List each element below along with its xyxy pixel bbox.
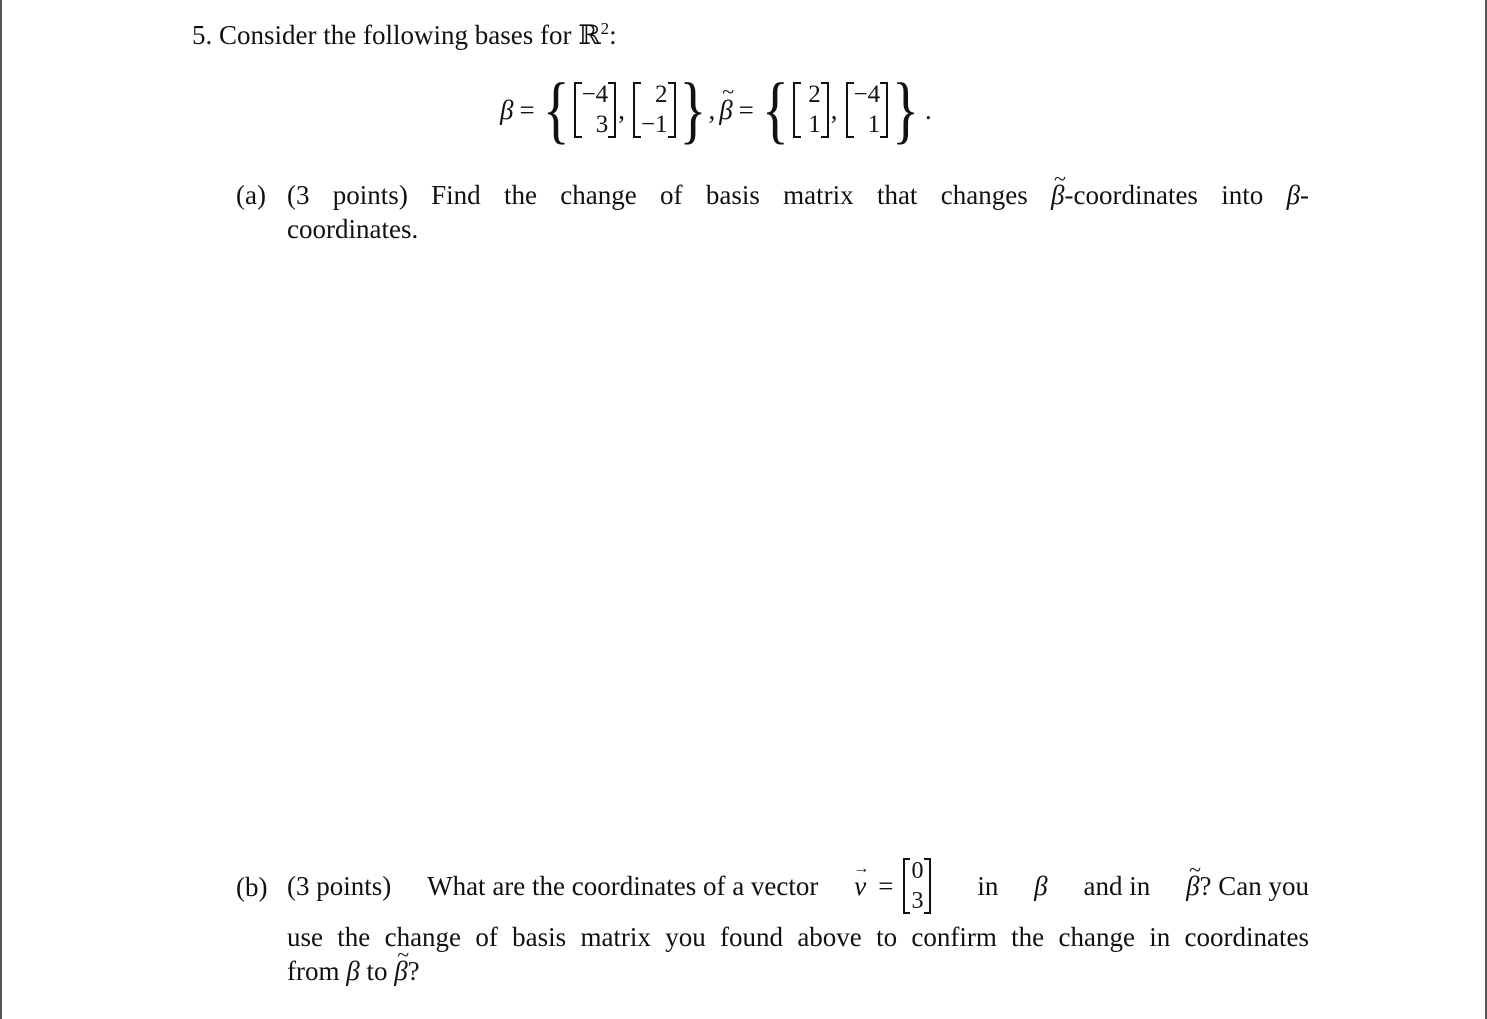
beta-symbol: β <box>500 94 514 125</box>
part-a-line-2: coordinates. <box>287 214 419 244</box>
beta-tilde-vector-2 <box>846 80 889 140</box>
part-a-text: Find the change of basis matrix that changes <box>431 180 1028 210</box>
matrix-entry: 1 <box>808 111 821 138</box>
part-a-points: (3 points) <box>287 180 408 210</box>
beta-vector-2 <box>633 80 676 140</box>
vector-v-symbol: → v <box>854 869 866 903</box>
period: . <box>925 94 932 125</box>
matrix-entry: 2 <box>655 81 668 108</box>
matrix-entry: 0 <box>911 858 924 884</box>
beta-symbol: β <box>1034 871 1048 901</box>
part-b-line-2: use the change of basis matrix you found above to confirm the change in coordinates <box>287 922 1309 952</box>
header-colon: : <box>609 20 617 50</box>
vector-v-matrix <box>903 856 931 916</box>
beta-vector-1 <box>574 80 617 140</box>
part-b-can-you: ? Can you <box>1199 871 1309 901</box>
matrix-entry: −1 <box>640 111 668 138</box>
vector-v-definition <box>854 856 941 916</box>
matrix-entry: 2 <box>808 81 821 108</box>
beta-tilde-symbol: ~ β <box>1186 869 1199 903</box>
part-b-from: from <box>287 956 340 986</box>
comma: , <box>708 94 716 125</box>
right-brace: } <box>892 68 920 152</box>
page-border-left <box>0 0 2 1019</box>
part-a-hyphen: - <box>1300 180 1310 210</box>
beta-tilde-symbol: ~ β <box>1051 178 1064 212</box>
comma: , <box>618 94 625 125</box>
part-a-line-1 <box>287 178 1309 212</box>
equals-sign: = <box>878 871 894 901</box>
comma: , <box>830 94 838 125</box>
bases-equation <box>500 70 932 150</box>
field-symbol: ℝ <box>578 20 601 50</box>
beta-tilde-vector-1 <box>793 80 829 140</box>
part-b-line-3 <box>287 954 420 988</box>
part-b-in: in <box>977 871 999 901</box>
matrix-entry: −4 <box>853 81 881 108</box>
part-a-suffix: -coordinates into <box>1064 180 1264 210</box>
part-b-points: (3 points) <box>287 871 392 901</box>
part-b-and-in: and in <box>1083 871 1151 901</box>
right-brace: } <box>679 68 707 152</box>
beta-tilde-symbol: ~ β <box>719 95 732 126</box>
part-b-question: ? <box>407 956 420 986</box>
matrix-entry: −4 <box>581 81 609 108</box>
part-b-text: What are the coordinates of a vector <box>427 871 819 901</box>
part-b-label: (b) <box>236 872 268 902</box>
equals-sign: = <box>519 94 535 125</box>
left-brace: { <box>542 68 570 152</box>
beta-tilde-symbol: ~ β <box>394 954 407 988</box>
beta-symbol: β <box>1286 180 1301 210</box>
problem-intro: Consider the following bases for <box>219 20 572 50</box>
matrix-entry: 3 <box>595 111 609 138</box>
matrix-entry: 1 <box>867 111 881 138</box>
equals-sign: = <box>738 94 754 125</box>
part-b-line-1 <box>287 850 1309 922</box>
field-exponent: 2 <box>600 19 610 38</box>
part-a-label: (a) <box>236 180 266 210</box>
matrix-entry: 3 <box>911 888 924 914</box>
problem-number: 5. <box>192 20 213 50</box>
part-b-to: to <box>366 956 388 986</box>
beta-symbol: β <box>346 956 360 986</box>
left-brace: { <box>761 68 789 152</box>
problem-header <box>192 12 617 52</box>
